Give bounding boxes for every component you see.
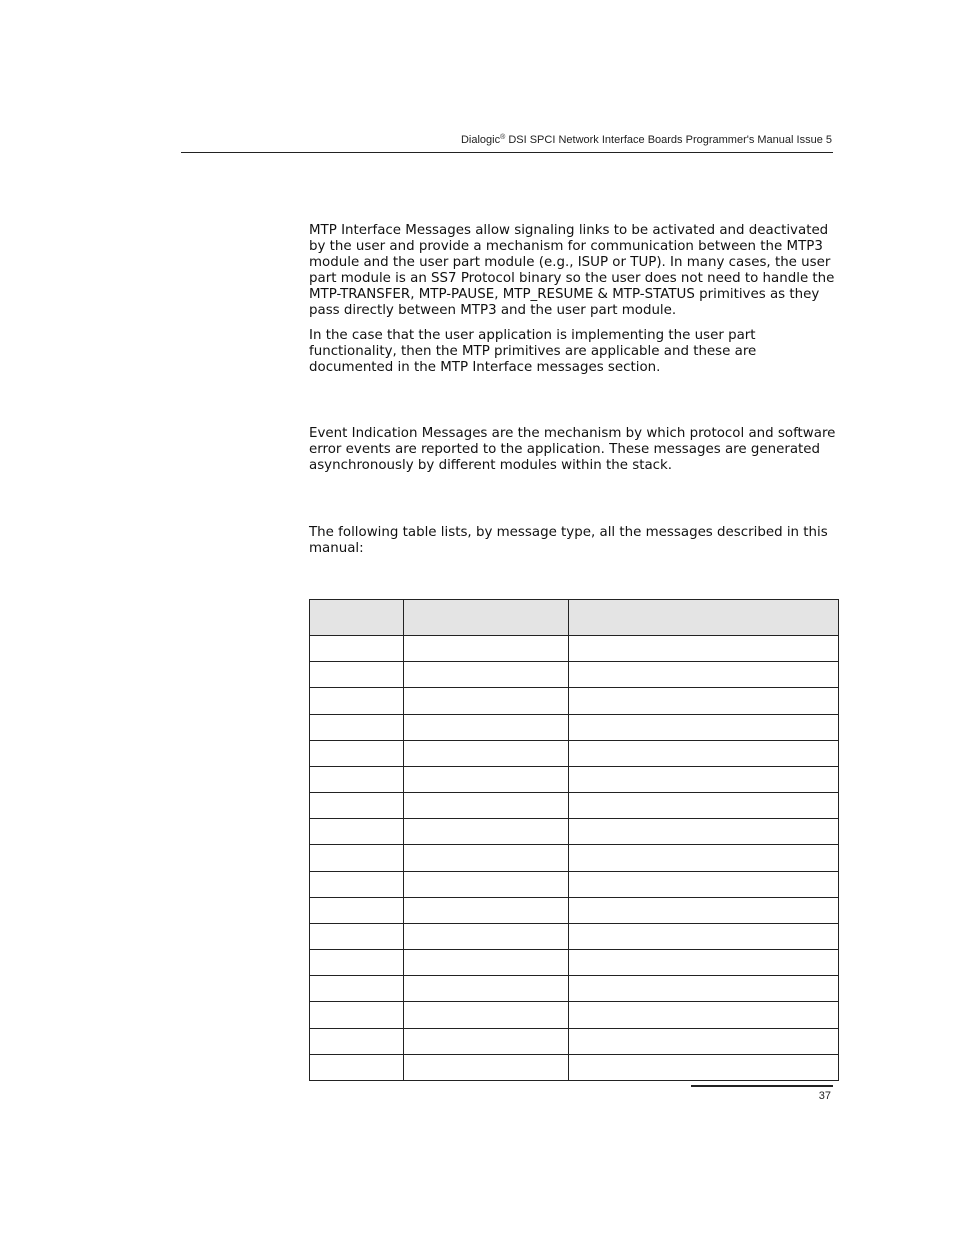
table-row	[310, 976, 839, 1002]
table-cell	[569, 871, 839, 897]
table-header-cell	[404, 600, 569, 636]
table-row	[310, 871, 839, 897]
table-cell	[569, 740, 839, 766]
table-cell	[310, 897, 404, 923]
table-body	[310, 636, 839, 1081]
table-cell	[569, 819, 839, 845]
table-cell	[569, 662, 839, 688]
table-cell	[310, 871, 404, 897]
table-cell	[404, 1028, 569, 1054]
table-cell	[404, 976, 569, 1002]
table-cell	[404, 923, 569, 949]
running-header	[461, 134, 832, 146]
table-row	[310, 923, 839, 949]
paragraph-table-intro: The following table lists, by message type, all the messages described in this manual:	[309, 525, 828, 556]
table-cell	[404, 714, 569, 740]
table-cell	[310, 662, 404, 688]
table-cell	[310, 688, 404, 714]
header-divider	[181, 152, 833, 153]
table-cell	[310, 740, 404, 766]
table-cell	[310, 950, 404, 976]
table-cell	[569, 976, 839, 1002]
header-title: DSI SPCI Network Interface Boards Programmer's Manual Issue 5	[505, 134, 832, 146]
registered-mark: ®	[500, 134, 506, 141]
table-row	[310, 1002, 839, 1028]
table-row	[310, 793, 839, 819]
table-cell	[569, 950, 839, 976]
table-row	[310, 714, 839, 740]
table-cell	[310, 845, 404, 871]
table-cell	[569, 766, 839, 792]
table-cell	[569, 923, 839, 949]
table-cell	[569, 845, 839, 871]
table-cell	[310, 714, 404, 740]
table-cell	[310, 636, 404, 662]
table-cell	[569, 636, 839, 662]
table-cell	[404, 793, 569, 819]
table-cell	[569, 714, 839, 740]
table-cell	[404, 1002, 569, 1028]
table-row	[310, 740, 839, 766]
table-row	[310, 897, 839, 923]
table-cell	[310, 766, 404, 792]
table-cell	[404, 871, 569, 897]
table-cell	[310, 976, 404, 1002]
table-cell	[310, 1028, 404, 1054]
table-cell	[310, 1054, 404, 1080]
table-row	[310, 766, 839, 792]
table-cell	[310, 923, 404, 949]
table-cell	[404, 819, 569, 845]
table-cell	[404, 766, 569, 792]
table-row	[310, 819, 839, 845]
table-cell	[404, 897, 569, 923]
table-row	[310, 662, 839, 688]
table-cell	[404, 950, 569, 976]
table-header-cell	[569, 600, 839, 636]
table-row	[310, 636, 839, 662]
table-row	[310, 1028, 839, 1054]
table-row	[310, 950, 839, 976]
table-cell	[310, 793, 404, 819]
table-row	[310, 688, 839, 714]
table-cell	[310, 819, 404, 845]
table-cell	[404, 845, 569, 871]
table-cell	[569, 897, 839, 923]
page-number: 37	[818, 1090, 831, 1102]
table-row	[310, 1054, 839, 1080]
table-cell	[404, 688, 569, 714]
table-cell	[404, 662, 569, 688]
table-row	[310, 845, 839, 871]
table-header-cell	[310, 600, 404, 636]
table-cell	[569, 793, 839, 819]
table-cell	[404, 636, 569, 662]
table-cell	[569, 1054, 839, 1080]
table-header-row	[310, 600, 839, 636]
table-cell	[404, 1054, 569, 1080]
table-cell	[310, 1002, 404, 1028]
message-table	[309, 599, 839, 1081]
table-cell	[569, 1028, 839, 1054]
paragraph-user-part: In the case that the user application is implementing the user part functionality, then the MTP primitives are applicable and these are documented in the MTP Interface messages section.	[309, 328, 757, 375]
footer-divider	[691, 1085, 833, 1087]
paragraph-event-indication: Event Indication Messages are the mechanism by which protocol and software error events are reported to the application. These messages are generated asynchronously by different modules within the stack.	[309, 426, 836, 473]
header-brand: Dialogic	[460, 134, 501, 146]
table-cell	[569, 1002, 839, 1028]
paragraph-mtp-interface: MTP Interface Messages allow signaling links to be activated and deactivated by the user and provide a mechanism for communication between the MTP3 module and the user part module (e.g., ISUP or TUP). In many cases, the user part module is an SS7 Protocol binary so the user does not need to handle the MTP-TRANSFER, MTP-PAUSE, MTP_RESUME & MTP-STATUS primitives as they pass directly between MTP3 and the user part module.	[309, 223, 835, 318]
table-cell	[404, 740, 569, 766]
table-cell	[569, 688, 839, 714]
